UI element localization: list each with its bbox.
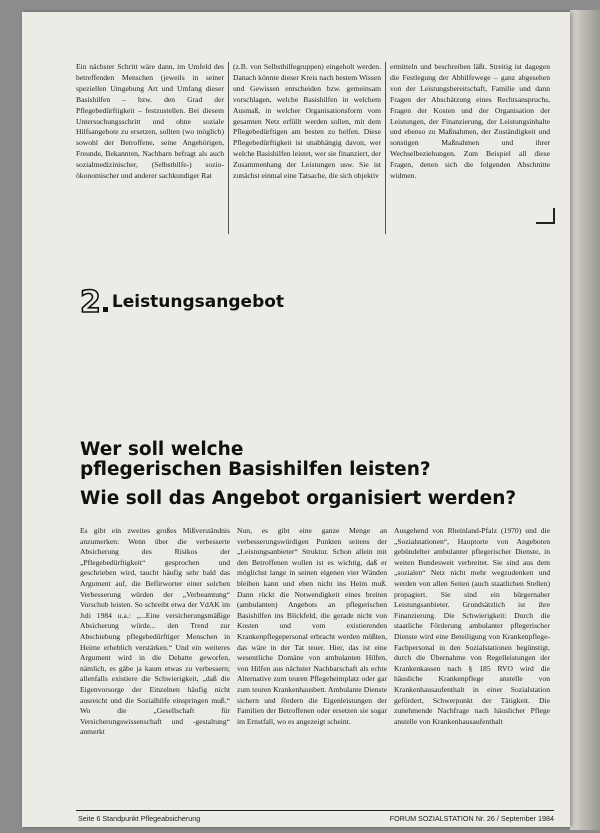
footer-page-label: Seite 6 Standpunkt Pflegeabsicherung [78,814,201,823]
body-text-column-1: Es gibt ein zweites großes Mißverständnis anzumerken: Wenn über die verbesserte Absicherung des Risikos der „Pflegebedürftigkeit“ gesprochen und geschrieben wird, taucht häufig sehr bald das Argument auf, die Befürworter einer solchen Verbesserung würden der „Verbeamtung“ Vorschub leisten. So schreibt etwa der VdAK im Juli 1984 u.a.: „...Eine versicherungsmäßige Absicherung würde... den Trend zur Abschiebung pflegebedürftiger Menschen in Heime erheblich verstärken.“ Und ein weiteres Argument wird in die Debatte geworfen, nämlich, es gäbe ja kaum etwas zu verbessern; allenfalls existiere die Schwierigkeit, „daß die Eigenvorsorge der Einzelnen häufig nicht ausreicht und die Sozialhilfe einspringen muß.“ Wo die „Gesellschaft für Versicherungswissenschaft und -gestaltung“ anmerkt [80,526,230,737]
body-text-column-3: Ausgehend von Rheinland-Pfalz (1970) und die „Sozialstationen“, Hauptorte von Angeboten gebündelter ambulanter pflegerischer Dienste, in weiten Bundesweit verbreitet. Sie sind aus dem „sozialen“ Netz nicht mehr wegzudenken und werden von allen Seiten (auch staatlichen Stellen) propagiert. Sie sind ein bürgernaher Leistungsanbieter. Grundsätzlich ist ihre Finanzierung. Die Schwierigkeit: Durch die staatliche Förderung ambulanter pflegerischer Dienste wird eine Beteiligung von Krankenpflege-Fachpersonal in den Sozialstationen begünstigt, durch die Übernahme von Regelleistungen der Krankenkassen nach § 185 RVO wird die häusliche Krankenpflege anstelle von Krankenhausaufenthalt in einer Sozialstation gefördert, Schwerpunkt der Tätigkeit. Die zunehmende Nachfrage nach häuslicher Pflege anstelle von Krankenhausaufenthalt [394,526,550,726]
top-text-column-2: (z.B. von Selbsthilfegruppen) eingeholt werden. Danach könnte dieser Kreis nach bestem Wissen und Gewissen entscheiden bzw. gemeinsam vorschlagen, welche Basishilfen in welchem Ausmaß, in welcher Organisationsform vom gesamten Netz erfüllt werden sollen, mit dem Pflegebedürftigen am besten zu helfen. Diese Pflegebedürftigkeit ist unabhängig davon, wer welche Basishilfen leistet, wer sie finanziert, der Zusammenhang der Leistungen usw. Sie ist zunächst einmal eine Tatsache, die sich objektiv [233,62,381,181]
section-title: Leistungsangebot [111,292,285,312]
column-divider [385,62,386,234]
top-text-column-1: Ein nächster Schritt wäre dann, im Umfeld des betreffenden Menschen (jeweils in seiner speziellen Umgebung Art und Umfang dieser Basishilfen – bzw. den Grad der Pflegebedürftigkeit – festzustellen. Bei diesem Untersuchungsschritt und ohne soziale Hilfsangebote zu ersetzen, sollten (wo möglich) sowohl der Betroffene, seine Angehörigen, Freunde, Bekannten, Nachbarn befragt als auch sozialmedizinischer, (Selbsthilfe-) sozio-ökonomischer und anderer sachkundiger Rat [76,62,224,181]
question-heading-line-2: pflegerischen Basishilfen leisten? [80,459,431,480]
footer-rule [76,810,554,811]
footer-publication: FORUM SOZIALSTATION Nr. 26 / September 1984 [389,814,554,823]
top-text-column-3: ermitteln und beschreiben läßt. Streitig ist dagegen die Festlegung der Abhilfewege – ganz abgesehen von der Leistungsbereitschaft, Familie und dann Fragen der Abschätzung eines Rechtsanspruchs, Fragen der Kosten und der Organisation der Leistungen, der Finanzierung, der Leistungsinhalte und ebenso zu Maßnahmen, der Zuständigkeit und sonstigen Maßnahmen und ihrer Wechselbeziehungen. Zum Beispiel all diese Fragen, denen sich die folgenden Abschnitte widmen. [390,62,550,181]
column-divider [228,62,229,234]
document-page [22,12,570,827]
question-heading-line-1: Wer soll welche [80,439,244,460]
section-heading [80,282,284,322]
end-mark [536,222,554,224]
section-number: 2 [80,284,102,320]
body-text-column-2: Nun, es gibt eine ganze Menge an verbesserungswürdigen Punkten seitens der „Leistungsanbieter“ Struktur. Schon allein mit den Betroffenen wollen ist es wichtig, daß er möglichst lange in seinen eigenen vier Wänden bleiben kann und eben nicht ins Heim muß. Dann rückt die Notwendigkeit eines breiten (ambulanten) Angebots an pflegerischen Basishilfen ins Blickfeld, die gerade nicht von Kosten und vom existierenden Krankenpflegepersonal erbracht werden müßten, das wäre in der Tat teuer. Hier, das ist eine wesentliche Domäne von ambulanten Hilfen, von Hilfen aus nächster Nachbarschaft als echte Alternative zum teuren Pflegeheimplatz oder gar zum teuren Krankenhausbett. Ambulante Dienste sichern und fördern die Eigenleistungen der Familien der Betroffenen oder ersetzen sie sogar im Ernstfall, wo es angezeigt scheint. [237,526,387,726]
end-mark [553,208,555,224]
question-heading-line-3: Wie soll das Angebot organisiert werden? [80,488,517,509]
page-edge-shadow [570,10,600,830]
section-number-dot [103,307,108,312]
